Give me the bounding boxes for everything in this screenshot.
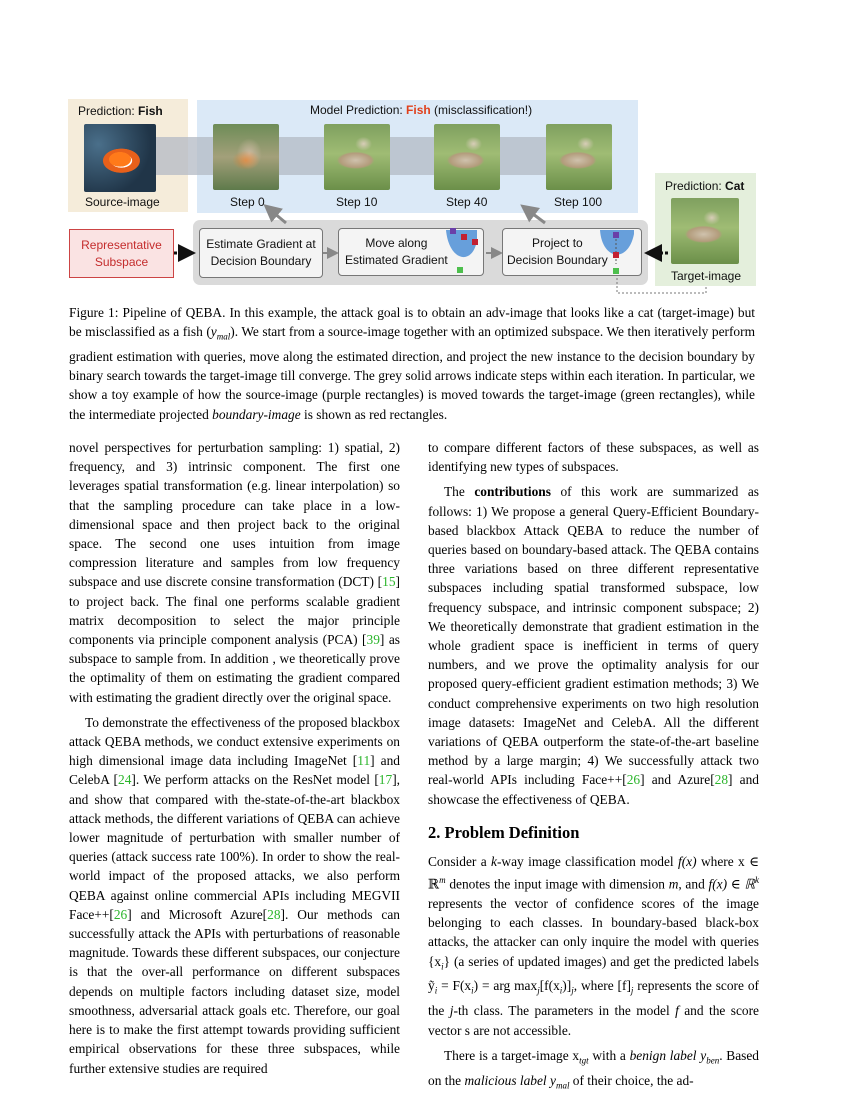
- target-image-label: Target-image: [671, 269, 742, 283]
- green-point: [457, 267, 463, 273]
- target-prediction-label: Prediction: Cat: [665, 179, 745, 193]
- paragraph: To demonstrate the effectiveness of the proposed blackbox attack QEBA methods, we conduct extensive experiments on high dimensional image data including ImageNet [11] and CelebA [24]. We perform attacks on the ResNet model [17], and show that compared with the-state-of-the-art blackbox attack methods, the different variations of QEBA can achieve lower magnitude of perturbation with smaller number of queries (attack success rate 100%). In order to show the real-world impact of the proposed attacks, we also perform QEBA against online commercial APIs including MEGVII Face++[26] and Microsoft Azure[28]. Our methods can successfully attack the APIs with perturbations of reasonable magnitude. Towards these different subspaces, our conjecture is that the over-all performance on different subspaces depends on multiple factors including dataset size, model smoothness, adversarial attack goals etc. Therefore, our goal here is to make the first attempt towards providing sufficient empirical observations for these three subspaces, while further extensive studies are required: [69, 714, 400, 1076]
- source-image-label: Source-image: [85, 195, 160, 209]
- section-heading: 2. Problem Definition: [428, 822, 580, 842]
- source-image: [84, 124, 156, 192]
- step-40-image: [434, 124, 500, 190]
- paragraph: There is a target-image $x_{tgt}$ with a benign label $y_{ben}$. Based on the malicious label $y_{mal}$ of their choice, the ad-: [428, 1047, 760, 1091]
- toy-boundary-move: [443, 226, 483, 276]
- step-label-10: Step 10: [336, 195, 378, 209]
- right-column: [428, 438, 759, 1095]
- toy-boundary-project: [598, 226, 638, 278]
- representative-subspace-box: Representative Subspace: [69, 229, 174, 278]
- figure-caption: Figure 1: Pipeline of QEBA. In this example, the attack goal is to obtain an adv-image that looks like a cat (target-image) but be misclassified as a fish $(y_{mal})$. We start from a source-image together with an optimized subspace. We then iteratively perform gradient estimation with queries, move along the estimated direction, and project the new instance to the decision boundary by binary search towards the target-image till converge. The grey solid arrows indicate steps within each iteration. In particular, we show a toy example of how the source-image (purple rectangles) is moved towards the target-image (green rectangles), while the intermediate projected boundary-image is shown as red rectangles.: [69, 305, 755, 422]
- red-point: [472, 239, 478, 245]
- red-point: [461, 234, 467, 240]
- paragraph: novel perspectives for perturbation sampling: 1) spatial, 2) frequency, and 3) intrinsic component. The first one leverages spatial transformation (e.g. linear interpolation) so that the sampling procedure can take place in a low-dimensional space and then project back to the original space. The second one uses intuition from image compression literature and samples from low frequency subspace and use discrete consine transformation (DCT) [15] to project back. The final one performs scalable gradient matrix decomposition to select the major principle components via principle component analysis (PCA) [39] as subspace to sample from. In addition , we theoretically prove the optimality of them on estimating the gradient compared with estimating the gradient directly over the original space.: [69, 440, 400, 705]
- figure-1: [0, 0, 850, 300]
- step-label-0: Step 0: [230, 195, 265, 209]
- target-image: [671, 198, 739, 264]
- step-0-image: [213, 124, 279, 190]
- step-label-40: Step 40: [446, 195, 488, 209]
- red-point: [613, 252, 619, 258]
- paragraph: The contributions of this work are summarized as follows: 1) We propose a general Query-Efficient Boundary-based blackbox Attack QEBA to reduce the number of queries based on boundary-based attack. The QEBA contains three variations based on three different representative subspaces including spatial transformed subspace, low frequency subspace, and intrinsic component subspace; 2) We theoretically demonstrate that gradient estimation in the whole gradient space is inefficient in terms of query numbers, and we prove the optimality analysis for our proposed query-efficient gradient estimation methods; 3) We conduct comprehensive experiments on two high resolution image datasets: ImageNet and CelebA. All the different variations of QEBA outperform the state-of-the-art baseline method by a large margin; 4) We successfully attack two real-world APIs including Face++[26] and Azure[28] and showcase the effectiveness of QEBA.: [428, 484, 759, 807]
- paragraph: Consider a k-way image classification model f(x) where x ∈ ℝ$^m$ denotes the input image with dimension m, and f(x) ∈ ℝ$^k$ represents the vector of confidence scores of the image belonging to each classes. In boundary-based black-box attacks, the attacker can only inquire the model with queries $\{x_i\}$ (a series of updated images) and get the predicted labels ỹ$_i$ = $F(x_i)$ = arg $\max_j[f(x_i)]_j$, where $[f]_j$ represents the score of the j-th class. The parameters in the model f and the score vector s are not accessible.: [428, 854, 759, 1038]
- move-along-gradient-box: Move along Estimated Gradient: [338, 228, 484, 276]
- model-prediction-label: Model Prediction: Fish (misclassification!): [310, 103, 533, 117]
- source-prediction-label: Prediction: Fish: [78, 104, 163, 118]
- step-arrow-1: [268, 208, 286, 223]
- purple-point: [450, 228, 456, 234]
- paragraph: to compare different factors of these subspaces, as well as identifying new types of subspaces.: [428, 440, 759, 475]
- estimate-gradient-box: Estimate Gradient at Decision Boundary: [199, 228, 323, 278]
- step-100-image: [546, 124, 612, 190]
- step-arrow-2: [525, 208, 545, 223]
- purple-point: [613, 232, 619, 238]
- step-10-image: [324, 124, 390, 190]
- project-boundary-box: Project to Decision Boundary: [502, 228, 642, 276]
- step-label-100: Step 100: [554, 195, 603, 209]
- left-column: [69, 438, 400, 1078]
- green-point: [613, 268, 619, 274]
